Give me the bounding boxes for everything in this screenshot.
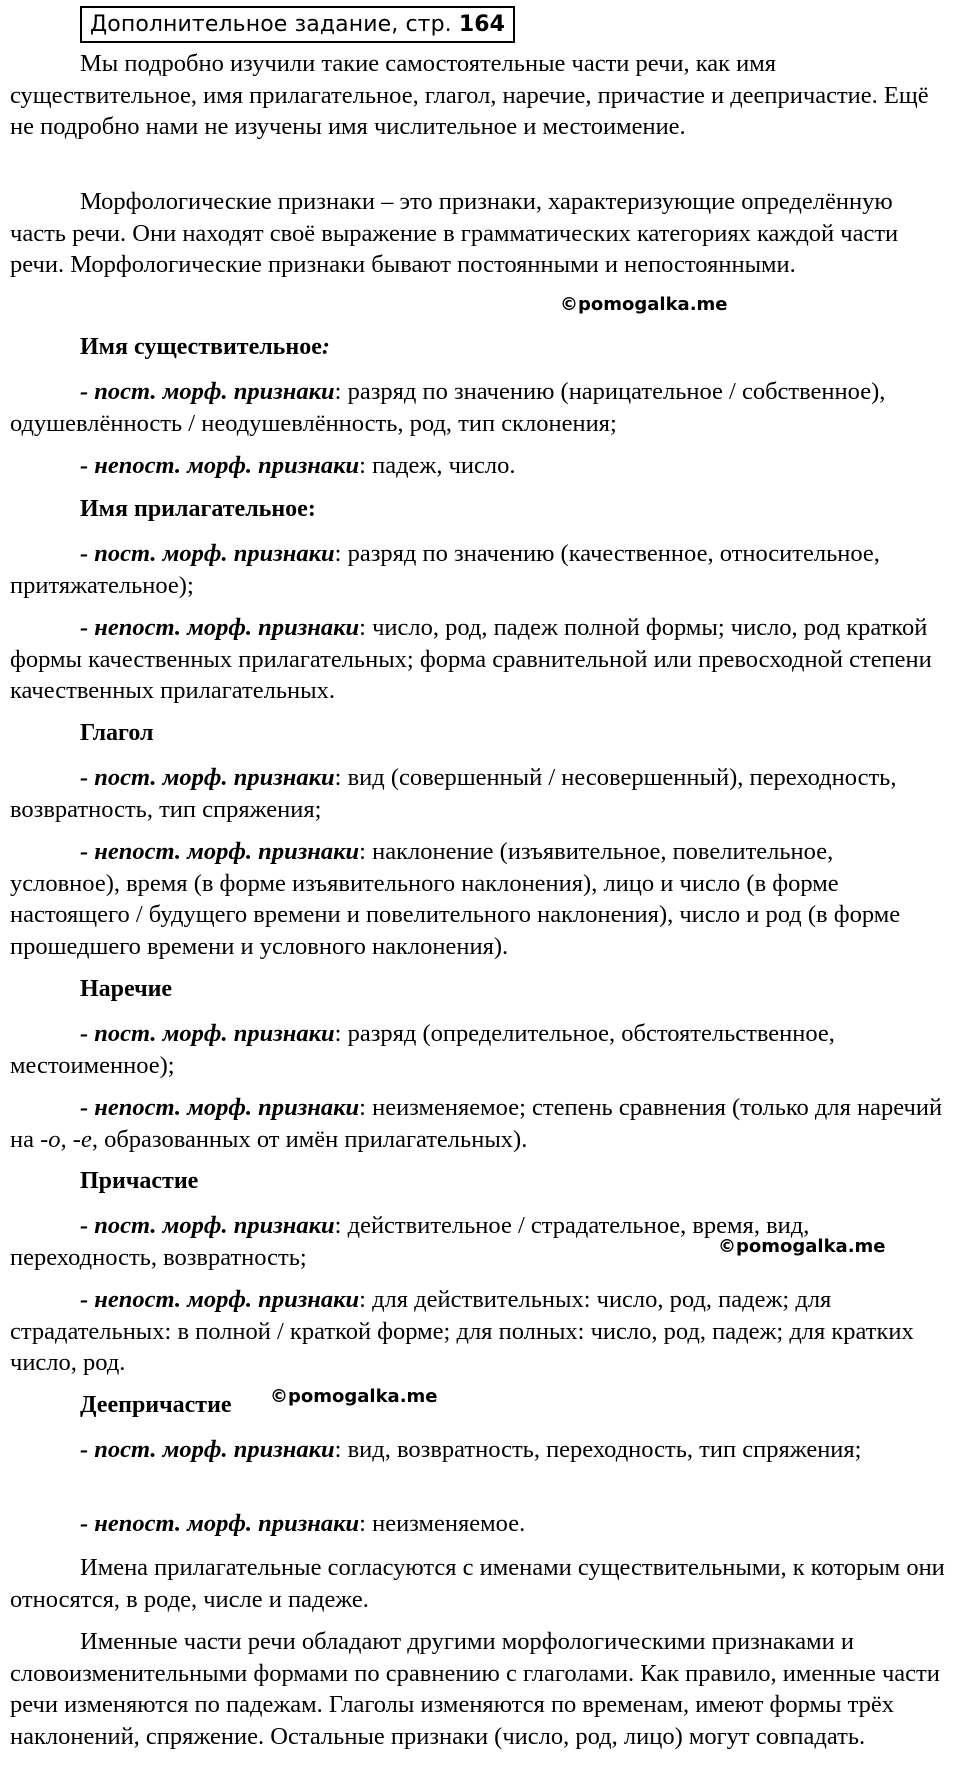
section-heading-participle: Причастие bbox=[80, 1168, 199, 1194]
section-heading-adjective: Имя прилагательное: bbox=[80, 496, 316, 522]
conclusion-paragraph-2: Именные части речи обладают другими морфологическими признаками и словоизменительными формами по сравнению с глаголами. Как правило, именные части речи изменяются по падежам. Глаголы изменяются по временам, имеют формы трёх наклонений, спряжение. Остальные признаки (число, род, лицо) могут совпадать. bbox=[10, 1628, 940, 1750]
page-title: Дополнительное задание, стр. 164 bbox=[80, 6, 515, 43]
adverb-variable: - непост. морф. признаки: неизменяемое; степень сравнения (только для наречий на -о, -е, образованных от имён прилагательных). bbox=[10, 1094, 943, 1153]
section-heading-verb: Глагол bbox=[80, 720, 154, 746]
section-heading-noun: Имя существительное: bbox=[80, 334, 330, 360]
gerund-constant: - пост. морф. признаки: вид, возвратность, переходность, тип спряжения; bbox=[80, 1436, 862, 1463]
noun-variable: - непост. морф. признаки: падеж, число. bbox=[80, 452, 516, 479]
noun-constant: - пост. морф. признаки: разряд по значению (нарицательное / собственное), одушевлённость / неодушевлённость, род, тип склонения; bbox=[10, 378, 886, 437]
section-heading-gerund: Деепричастие bbox=[80, 1392, 232, 1418]
verb-variable: - непост. морф. признаки: наклонение (изъявительное, повелительное, условное), время (в форме изъявительного наклонения), лицо и число (в форме настоящего / будущего времени и повелительного наклонения), число и род (в форме прошедшего времени и условного наклонения). bbox=[10, 838, 901, 960]
watermark-2: ©pomogalka.me bbox=[718, 1236, 886, 1257]
adjective-constant: - пост. морф. признаки: разряд по значению (качественное, относительное, притяжательное); bbox=[10, 540, 880, 599]
verb-constant: - пост. морф. признаки: вид (совершенный / несовершенный), переходность, возвратность, тип спряжения; bbox=[10, 764, 897, 823]
adjective-variable: - непост. морф. признаки: число, род, падеж полной формы; число, род краткой формы качественных прилагательных; форма сравнительной или превосходной степени качественных прилагательных. bbox=[10, 614, 932, 704]
watermark-1: ©pomogalka.me bbox=[560, 294, 728, 315]
adverb-constant: - пост. морф. признаки: разряд (определительное, обстоятельственное, местоименное); bbox=[10, 1020, 835, 1079]
watermark-3: ©pomogalka.me bbox=[270, 1386, 438, 1407]
conclusion-paragraph-1: Имена прилагательные согласуются с именами существительными, к которым они относятся, в роде, числе и падеже. bbox=[10, 1554, 945, 1613]
intro-paragraph-1: Мы подробно изучили такие самостоятельные части речи, как имя существительное, имя прилагательное, глагол, наречие, причастие и деепричастие. Ещё не подробно нами не изучены имя числительное и местоимение. bbox=[10, 50, 929, 140]
intro-paragraph-2: Морфологические признаки – это признаки, характеризующие определённую часть речи. Они находят своё выражение в грамматических категориях каждой части речи. Морфологические признаки бывают постоянными и непостоянными. bbox=[10, 188, 899, 278]
section-heading-adverb: Наречие bbox=[80, 976, 173, 1002]
participle-constant: - пост. морф. признаки: действительное / страдательное, время, вид, переходность, возвратность; bbox=[10, 1212, 810, 1271]
participle-variable: - непост. морф. признаки: для действительных: число, род, падеж; для страдательных: в полной / краткой форме; для полных: число, род, падеж; для кратких число, род. bbox=[10, 1286, 914, 1376]
page-number: 164 bbox=[458, 12, 506, 37]
gerund-variable: - непост. морф. признаки: неизменяемое. bbox=[80, 1510, 526, 1537]
